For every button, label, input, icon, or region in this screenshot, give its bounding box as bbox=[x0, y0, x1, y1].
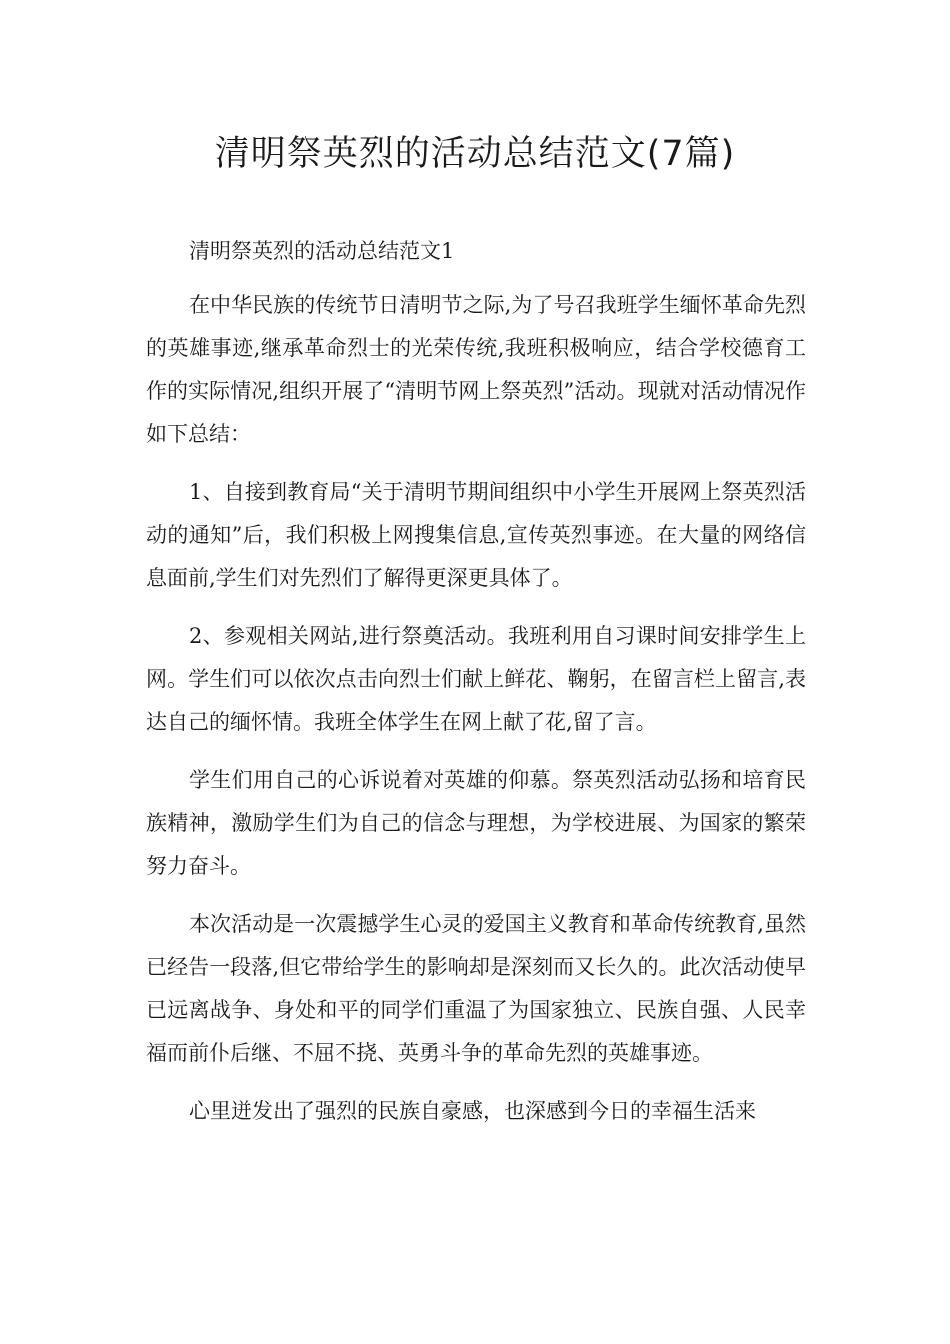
paragraph: 1、自接到教育局“关于清明节期间组织中小学生开展网上祭英烈活动的通知”后，我们积极上网搜集信息,宣传英烈事迹。在大量的网络信息面前,学生们对先烈们了解得更深更具体了。 bbox=[146, 480, 806, 590]
paragraph: 本次活动是一次震撼学生心灵的爱国主义教育和革命传统教育,虽然已经告一段落,但它带给学生的影响却是深刻而又长久的。此次活动使早已远离战争、身处和平的同学们重温了为国家独立、民族自强、人民幸福而前仆后继、不屈不挠、英勇斗争的革命先烈的英雄事迹。 bbox=[146, 912, 806, 1065]
paragraph: 学生们用自己的心诉说着对英雄的仰慕。祭英烈活动弘扬和培育民族精神，激励学生们为自己的信念与理想，为学校进展、为国家的繁荣努力奋斗。 bbox=[146, 768, 806, 878]
document-title: 清明祭英烈的活动总结范文(7篇) bbox=[214, 134, 736, 174]
paragraph: 2、参观相关网站,进行祭奠活动。我班利用自习课时间安排学生上网。学生们可以依次点击向烈士们献上鲜花、鞠躬，在留言栏上留言,表达自己的缅怀情。我班全体学生在网上献了花,留了言。 bbox=[146, 624, 806, 734]
section-heading: 清明祭英烈的活动总结范文1 bbox=[189, 239, 455, 263]
paragraph: 心里迸发出了强烈的民族自豪感，也深感到今日的幸福生活来 bbox=[189, 1099, 756, 1123]
paragraph: 在中华民族的传统节日清明节之际,为了号召我班学生缅怀革命先烈的英雄事迹,继承革命烈士的光荣传统,我班积极响应，结合学校德育工作的实际情况,组织开展了“清明节网上祭英烈”活动。现就对活动情况作如下总结： bbox=[146, 293, 806, 446]
document-body bbox=[146, 230, 806, 1148]
